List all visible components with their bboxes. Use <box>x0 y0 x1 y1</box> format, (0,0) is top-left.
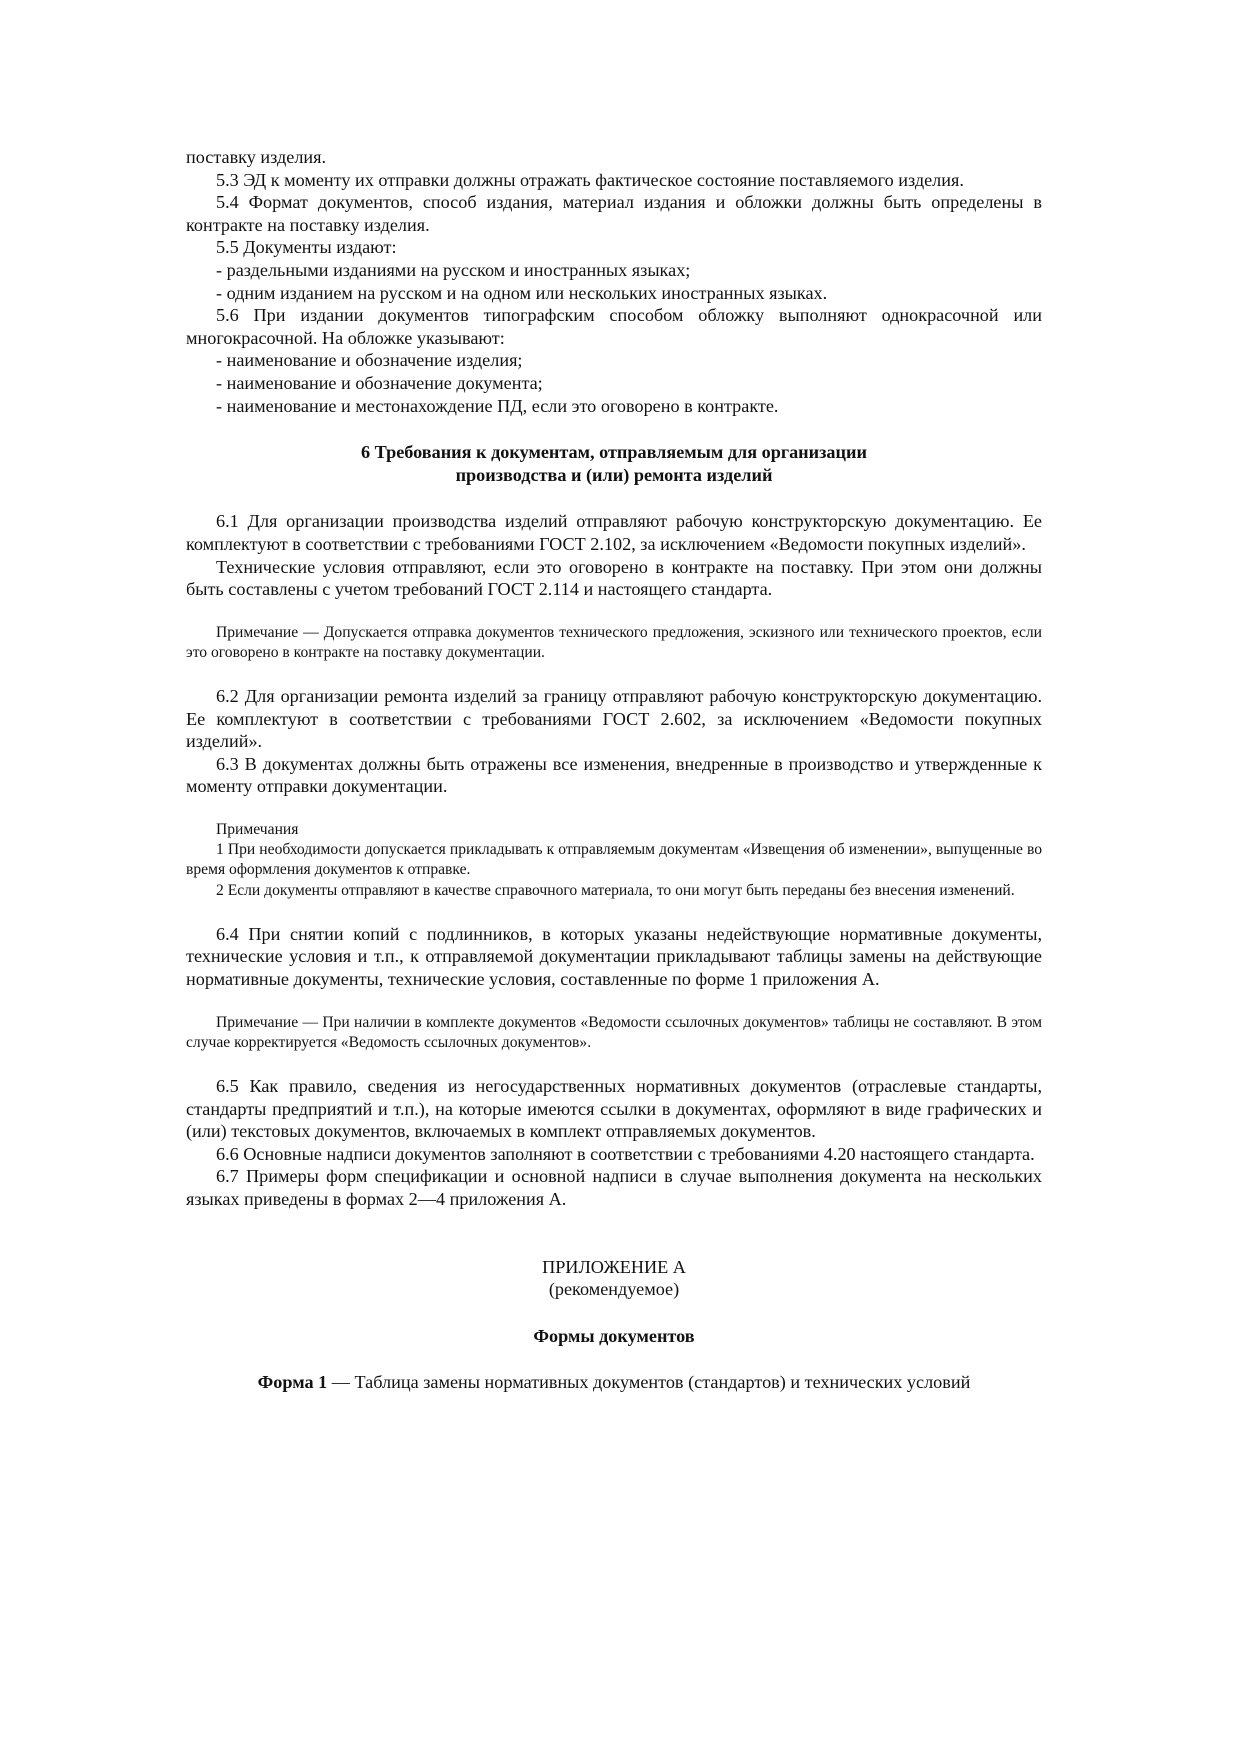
clause-6-5: 6.5 Как правило, сведения из негосударственных нормативных документов (отраслевые стандарты, стандарты предприятий и т.п.), на которые имеются ссылки в документах, оформляют в виде графических и (или) текстовых документов, включаемых в комплект отправляемых документов. <box>186 1076 1042 1142</box>
document-page <box>186 146 1042 1394</box>
form-1-caption <box>186 1371 1042 1394</box>
note-item: 1 При необходимости допускается прикладывать к отправляемым документам «Извещения об изменении», выпущенные во время оформления документов к отправке. <box>186 841 1042 879</box>
form-1-label: Форма 1 <box>257 1372 328 1393</box>
list-item: - одним изданием на русском и на одном или нескольких иностранных языках. <box>216 282 828 303</box>
appendix-title: ПРИЛОЖЕНИЕ А <box>542 1256 686 1277</box>
list-item: - наименование и местонахождение ПД, если это оговорено в контракте. <box>216 395 779 416</box>
notes-6-3-title: Примечания <box>216 821 299 839</box>
list-item: - раздельными изданиями на русском и иностранных языках; <box>216 259 691 280</box>
carry-over-line: поставку изделия. <box>186 147 327 167</box>
note-item: 2 Если документы отправляют в качестве справочного материала, то они могут быть переданы без внесения изменений. <box>216 881 1015 899</box>
form-1-text: — Таблица замены нормативных документов (стандартов) и технических условий <box>327 1372 971 1393</box>
clause-6-2: 6.2 Для организации ремонта изделий за границу отправляют рабочую конструкторскую документацию. Ее комплектуют в соответствии с требованиями ГОСТ 2.602, за исключением «Ведомости покупных изделий». <box>186 686 1042 752</box>
appendix-heading: Формы документов <box>533 1325 695 1346</box>
clause-6-4: 6.4 При снятии копий с подлинников, в которых указаны недействующие нормативные документы, технические условия и т.п., к отправляемой документации прикладывают таблицы замены на действующие нормативные документы, технические условия, составленные по форме 1 приложения А. <box>186 923 1042 990</box>
clause-5-3: 5.3 ЭД к моменту их отправки должны отражать фактическое состояние поставляемого изделия. <box>216 169 964 190</box>
note-6-1: Примечание — Допускается отправка документов технического предложения, эскизного или технического проектов, если это оговорено в контракте на поставку документации. <box>186 623 1042 661</box>
clause-6-6: 6.6 Основные надписи документов заполняют в соответствии с требованиями 4.20 настоящего стандарта. <box>216 1143 1035 1164</box>
clause-5-6: 5.6 При издании документов типографским способом обложку выполняют однокрасочной или многокрасочной. На обложке указывают: <box>186 305 1042 348</box>
clause-6-3: 6.3 В документах должны быть отражены все изменения, внедренные в производство и утвержденные к моменту отправки документации. <box>186 753 1042 797</box>
section-6-heading-line-1: 6 Требования к документам, отправляемым для организации <box>361 442 867 463</box>
note-6-4: Примечание — При наличии в комплекте документов «Ведомости ссылочных документов» таблицы не составляют. В этом случае корректируется «Ведомость ссылочных документов». <box>186 1013 1042 1051</box>
appendix-subtitle: (рекомендуемое) <box>548 1279 680 1300</box>
clause-6-1: 6.1 Для организации производства изделий отправляют рабочую конструкторскую документацию. Ее комплектуют в соответствии с требованиями ГОСТ 2.102, за исключением «Ведомости покупных изделий». <box>186 511 1042 554</box>
clause-5-5: 5.5 Документы издают: <box>216 237 397 258</box>
clause-5-4: 5.4 Формат документов, способ издания, материал издания и обложки должны быть определены в контракте на поставку изделия. <box>186 192 1042 235</box>
list-item: - наименование и обозначение документа; <box>216 372 543 393</box>
list-item: - наименование и обозначение изделия; <box>216 350 523 371</box>
clause-6-7: 6.7 Примеры форм спецификации и основной надписи в случае выполнения документа на нескольких языках приведены в формах 2—4 приложения А. <box>186 1166 1042 1210</box>
section-6-heading-line-2: производства и (или) ремонта изделий <box>455 464 773 485</box>
clause-6-1-continued: Технические условия отправляют, если это оговорено в контракте на поставку. При этом они должны быть составлены с учетом требований ГОСТ 2.114 и настоящего стандарта. <box>186 556 1042 600</box>
